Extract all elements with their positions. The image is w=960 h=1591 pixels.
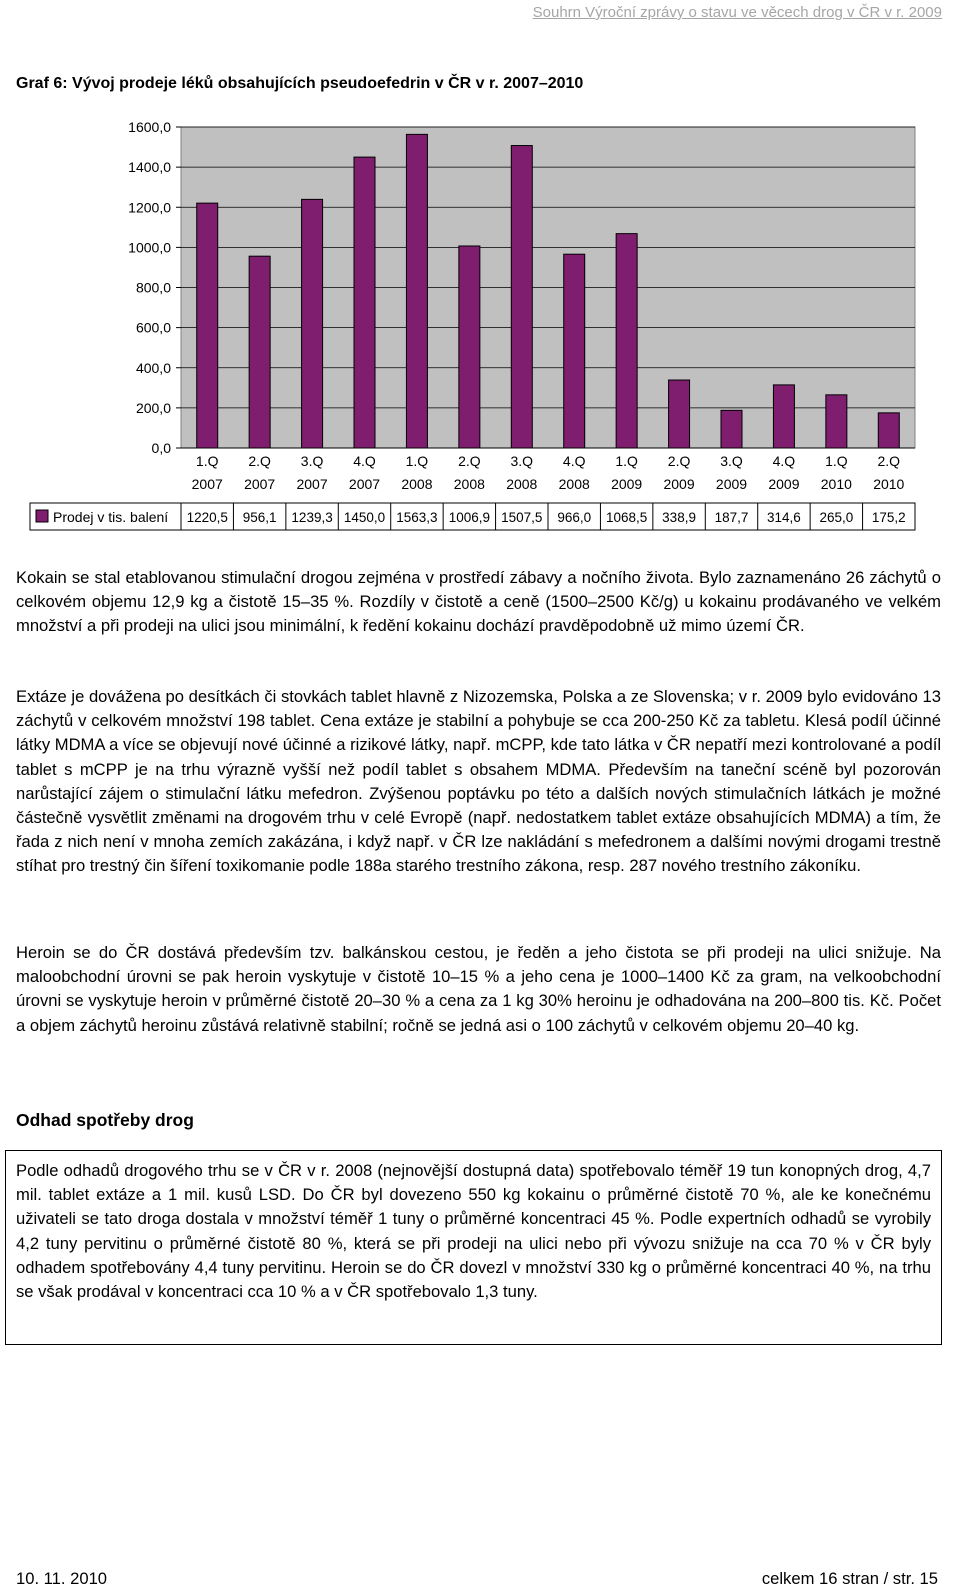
bar (459, 246, 480, 448)
paragraph-heroin: Heroin se do ČR dostává především tzv. balkánskou cestou, je ředěn a jeho čistota se při prodeji na ulici snižuje. Na maloobchodní úrovni se pak heroin vyskytuje v čistotě 10–15 % a jeho cena je 1000–1400 Kč za gram, na velkoobchodní úrovni se vyskytuje heroin v průměrné čistotě 20–30 % a cena za 1 kg 30% heroinu je odhadována na 200–800 tis. Kč. Počet a objem záchytů heroinu zůstává relativně stabilní; ročně se jedná asi o 100 záchytů v celkovém objemu 20–40 kg. (16, 943, 941, 1035)
x-tick-label: 1.Q (195, 453, 219, 469)
data-table-value: 1239,3 (291, 510, 333, 525)
bar (826, 395, 847, 448)
y-tick-label: 1400,0 (128, 159, 171, 176)
data-table-value: 1507,5 (501, 510, 543, 525)
x-tick-label: 2009 (768, 476, 800, 492)
bar (511, 146, 532, 448)
x-tick-label: 2007 (244, 476, 276, 492)
bar (406, 134, 427, 448)
y-tick-label: 400,0 (135, 359, 171, 376)
data-table-value: 1220,5 (186, 510, 228, 525)
data-table-value: 1450,0 (343, 510, 386, 525)
x-tick-label: 1.Q (405, 453, 429, 469)
footer-date: 10. 11. 2010 (16, 1569, 108, 1588)
paragraph-ecstasy: Extáze je dovážena po desítkách či stovkách tablet hlavně z Nizozemska, Polska a ze Slovenska; v r. 2009 bylo evidováno 13 záchytů v celkovém množství 198 tablet. Cena extáze je stabilní a pohybuje se cca 200-250 Kč za tabletu. Klesá podíl účinné látky MDMA a více se objevují nové účinné a rizikové látky, např. mCPP, kde tato látka v ČR nepatří mezi kontrolované a podíl tablet s mCPP je na trhu výrazně vyšší než podíl tablet s obsahem MDMA. Především na taneční scéně byl pozorován narůstající zájem o stimulační látku mefedron. Zvýšenou poptávku po této a dalších nových stimulačních látkách je možné částečně vysvětlit změnami na drogovém trhu v celé Evropě (např. nedostatkem tablet extáze obsahujících MDMA) a tím, že řada z nich není v mnoha zemích zakázána, i když např. v ČR lze nakládání s mefedronem a dalšími novými drogami trestně stíhat pro trestný čin šíření toxikomanie podle 188a starého trestního zákona, resp. 287 nového trestního zákoníku. (16, 687, 941, 876)
x-tick-label: 2007 (296, 476, 328, 492)
paragraph-cocaine: Kokain se stal etablovanou stimulační drogou zejména v prostředí zábavy a nočního života. Bylo zaznamenáno 26 záchytů o celkovém objemu 12,9 kg a čistotě 15–35 %. Rozdíly v čistotě a ceně (1500–2500 Kč/g) u kokainu prodávaného ve velkém množství a při prodeji na ulici jsou minimální, k ředění kokainu dochází pravděpodobně už mimo území ČR. (16, 568, 941, 636)
x-tick-label: 2009 (715, 476, 748, 492)
x-tick-label: 2009 (611, 476, 643, 492)
data-table-value: 187,7 (714, 510, 749, 525)
y-tick-label: 1600,0 (128, 119, 171, 135)
x-tick-label: 4.Q (562, 453, 586, 469)
bar (354, 157, 375, 448)
data-table-value: 338,9 (662, 510, 696, 525)
x-tick-label: 1.Q (825, 453, 848, 469)
data-table-value: 265,0 (819, 510, 854, 525)
bar (878, 413, 899, 448)
data-table-value: 966,0 (557, 510, 592, 525)
legend-label: Prodej v tis. balení (53, 509, 169, 525)
x-tick-label: 2.Q (667, 453, 691, 469)
x-tick-label: 3.Q (300, 453, 324, 469)
data-table-value: 956,1 (242, 510, 277, 525)
x-tick-label: 4.Q (353, 453, 376, 469)
x-tick-label: 2010 (873, 476, 905, 492)
section-heading: Odhad spotřeby drog (16, 1110, 194, 1130)
bar (249, 256, 270, 448)
x-tick-label: 4.Q (772, 453, 796, 469)
bar (197, 203, 218, 448)
data-table-value: 1006,9 (448, 510, 491, 525)
data-table-value: 1563,3 (396, 510, 438, 525)
y-tick-label: 1000,0 (128, 239, 171, 256)
data-table-value: 175,2 (871, 510, 906, 525)
x-tick-label: 2.Q (248, 453, 271, 469)
x-tick-label: 1.Q (615, 453, 638, 469)
estimate-box-text: Podle odhadů drogového trhu se v ČR v r. 2008 (nejnovější dostupná data) spotřebovalo téměř 19 tun konopných drog, 4,7 mil. tablet extáze a 1 mil. kusů LSD. Do ČR byl dovezeno 550 kg kokainu o průměrné čistotě 70 %, ale ke konečnému uživateli se tato droga dostala v množství téměř 1 tuny o průměrné koncentraci 45 %. Podle expertních odhadů se vyrobily 4,2 tuny pervitinu o průměrné čistotě 80 %, která se při prodeji na ulici nebo při vývozu snižuje na cca 70 % v ČR byly odhadem spotřebovány 4,4 tuny pervitinu. Heroin se do ČR dovezl v množství 330 kg o průměrné koncentraci 40 %, na trhu se však prodával v koncentraci cca 10 % a v ČR spotřebovalo 1,3 tuny. (16, 1161, 931, 1302)
estimate-box (5, 1150, 942, 1345)
x-tick-label: 2.Q (458, 453, 481, 469)
legend-swatch (36, 510, 48, 522)
x-tick-label: 2008 (506, 476, 538, 492)
running-header: Souhrn Výroční zprávy o stavu ve věcech drog v ČR v r. 2009 (532, 4, 942, 21)
y-tick-label: 0,0 (151, 440, 171, 456)
bar (302, 199, 323, 448)
x-tick-label: 2010 (820, 476, 852, 492)
footer-page-count: celkem 16 stran / str. 15 (761, 1569, 938, 1588)
data-table-value: 314,6 (767, 510, 801, 525)
x-tick-label: 2007 (348, 476, 381, 492)
figure-caption: Graf 6: Vývoj prodeje léků obsahujících pseudoefedrin v ČR v r. 2007–2010 (16, 75, 584, 92)
y-tick-label: 1200,0 (128, 199, 171, 216)
x-tick-label: 3.Q (510, 453, 534, 469)
y-tick-label: 800,0 (135, 279, 171, 296)
y-tick-label: 600,0 (135, 319, 171, 336)
x-tick-label: 2009 (663, 476, 695, 492)
x-tick-label: 2.Q (877, 453, 901, 469)
bar (773, 385, 794, 448)
bar (616, 234, 637, 448)
bar (669, 380, 690, 448)
y-tick-label: 200,0 (135, 399, 171, 416)
x-tick-label: 2008 (453, 476, 485, 492)
x-tick-label: 2007 (191, 476, 223, 492)
bar (721, 410, 742, 448)
x-tick-label: 3.Q (720, 453, 743, 469)
bar-chart (0, 0, 960, 540)
x-tick-label: 2008 (558, 476, 590, 492)
x-tick-label: 2008 (401, 476, 433, 492)
data-table-value: 1068,5 (605, 510, 648, 525)
bar (564, 254, 585, 448)
